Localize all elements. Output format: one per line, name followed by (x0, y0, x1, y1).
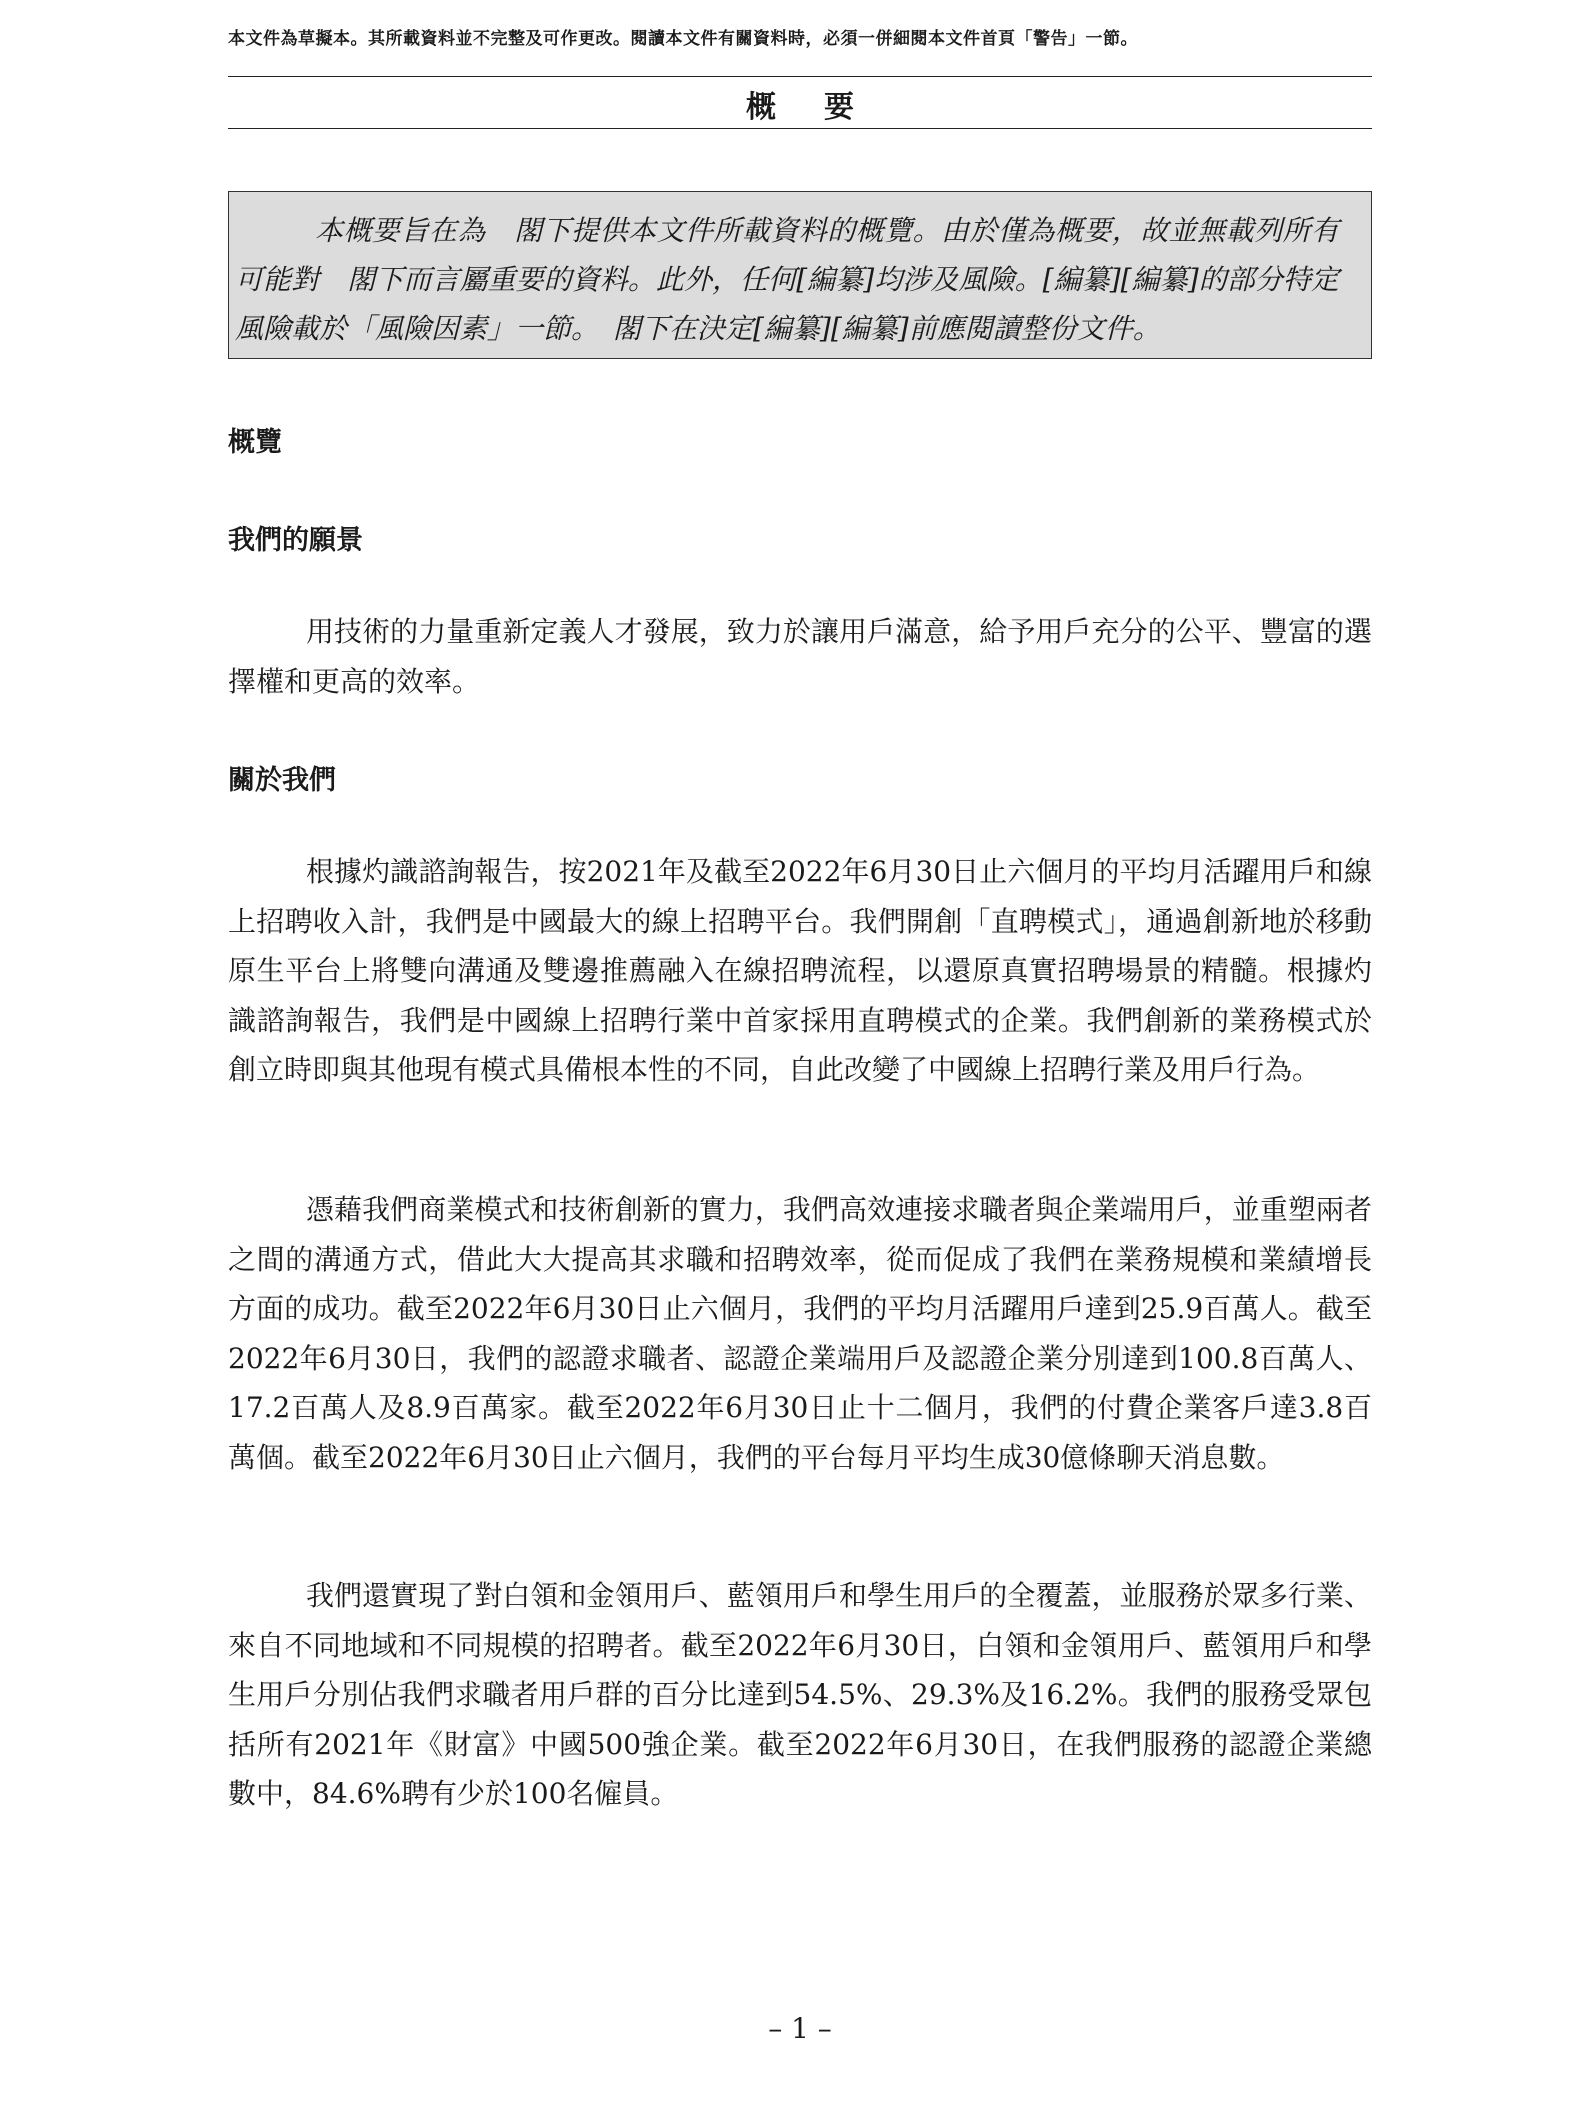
page-number: – 1 – (768, 2012, 832, 2045)
vision-heading: 我們的願景 (228, 525, 363, 556)
header-rule-top (228, 76, 1372, 77)
vision-paragraph: 用技術的力量重新定義人才發展，致力於讓用戶滿意，給予用戶充分的公平、豐富的選擇權和更高的效率。 (228, 615, 1372, 698)
summary-disclaimer-text: 本概要旨在為 閣下提供本文件所載資料的概覽。由於僅為概要，故並無載列所有可能對 閣下而言屬重要的資料。此外，任何[編纂]均涉及風險。[編纂][編纂]的部分特定風險載於「風險因素」一節。 閣下在決定[編纂][編纂]前應閱讀整份文件。 (235, 214, 1339, 345)
about-us-heading: 關於我們 (228, 765, 336, 796)
about-us-paragraph: 我們還實現了對白領和金領用戶、藍領用戶和學生用戶的全覆蓋，並服務於眾多行業、來自不同地域和不同規模的招聘者。截至2022年6月30日，白領和金領用戶、藍領用戶和學生用戶分別佔我們求職者用戶群的百分比達到54.5%、29.3%及16.2%。我們的服務受眾包括所有2021年《財富》中國500強企業。截至2022年6月30日，在我們服務的認證企業總數中，84.6%聘有少於100名僱員。 (228, 1579, 1372, 1810)
document-page (228, 0, 1372, 2116)
page-title: 概要 (746, 90, 902, 125)
overview-heading: 概覽 (228, 427, 282, 458)
header-rule-bottom (228, 128, 1372, 129)
about-us-paragraph: 憑藉我們商業模式和技術創新的實力，我們高效連接求職者與企業端用戶，並重塑兩者之間的溝通方式，借此大大提高其求職和招聘效率，從而促成了我們在業務規模和業績增長方面的成功。截至2022年6月30日止六個月，我們的平均月活躍用戶達到25.9百萬人。截至2022年6月30日，我們的認證求職者、認證企業端用戶及認證企業分別達到100.8百萬人、17.2百萬人及8.9百萬家。截至2022年6月30日止十二個月，我們的付費企業客戶達3.8百萬個。截至2022年6月30日止六個月，我們的平台每月平均生成30億條聊天消息數。 (228, 1193, 1372, 1474)
summary-disclaimer-box (228, 191, 1372, 359)
about-us-paragraph: 根據灼識諮詢報告，按2021年及截至2022年6月30日止六個月的平均月活躍用戶和線上招聘收入計，我們是中國最大的線上招聘平台。我們開創「直聘模式」，通過創新地於移動原生平台上將雙向溝通及雙邊推薦融入在線招聘流程，以還原真實招聘場景的精髓。根據灼識諮詢報告，我們是中國線上招聘行業中首家採用直聘模式的企業。我們創新的業務模式於創立時即與其他現有模式具備根本性的不同，自此改變了中國線上招聘行業及用戶行為。 (228, 855, 1372, 1086)
draft-notice: 本文件為草擬本。其所載資料並不完整及可作更改。閱讀本文件有關資料時，必須一併細閱本文件首頁「警告」一節。 (228, 29, 1138, 49)
